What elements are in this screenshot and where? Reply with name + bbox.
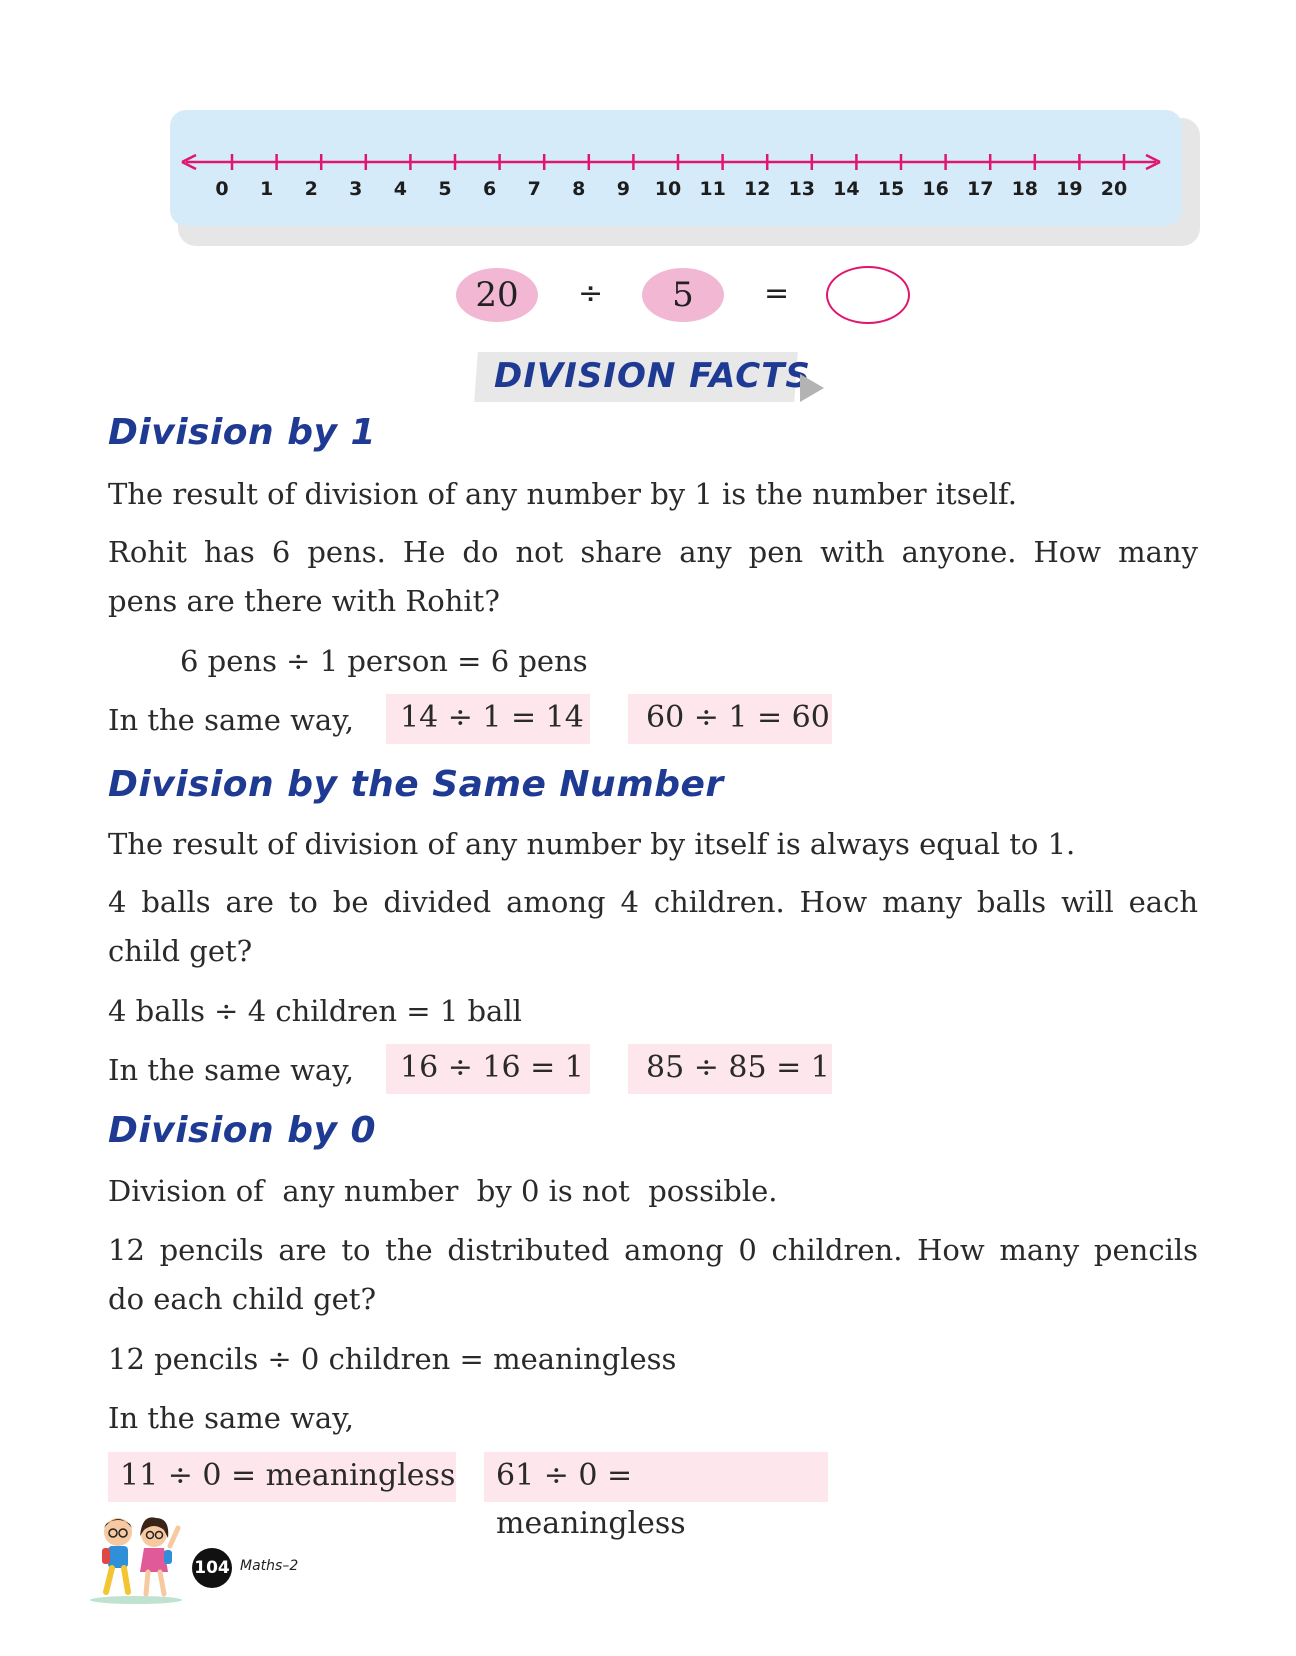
- section1-problem-line2: pens are there with Rohit?: [108, 584, 500, 618]
- number-line-tick-label: 9: [616, 178, 631, 200]
- section2-example-box-1: 16 ÷ 16 = 1: [386, 1044, 590, 1094]
- section-heading-division-by-1: Division by 1: [108, 412, 377, 453]
- number-line-tick-label: 11: [699, 178, 726, 200]
- number-line-tick-label: 3: [349, 178, 363, 200]
- section2-same-way: In the same way,: [108, 1053, 354, 1087]
- section1-example: 6 pens ÷ 1 person = 6 pens: [180, 644, 588, 678]
- section3-example-box-1: 11 ÷ 0 = meaningless: [108, 1452, 456, 1502]
- page-number-badge: 104: [192, 1548, 232, 1588]
- number-line-tick-label: 20: [1100, 178, 1128, 200]
- number-line-tick-label: 19: [1056, 178, 1083, 200]
- number-line-tick-label: 0: [215, 178, 229, 200]
- section3-problem-line2: do each child get?: [108, 1282, 377, 1316]
- section2-example-box-2: 85 ÷ 85 = 1: [628, 1044, 832, 1094]
- number-line-tick-label: 15: [877, 178, 905, 200]
- number-line-tick-label: 10: [654, 178, 682, 200]
- section3-example: 12 pencils ÷ 0 children = meaningless: [108, 1342, 677, 1376]
- section1-problem-line1: Rohit has 6 pens. He do not share any pen with anyone. How many: [108, 535, 1198, 569]
- answer-blank[interactable]: [826, 266, 910, 324]
- number-line-tick-label: 17: [966, 178, 994, 200]
- number-line-tick-label: 13: [788, 178, 816, 200]
- section3-example-box-2: 61 ÷ 0 = meaningless: [484, 1452, 828, 1502]
- divisor-pill: 5: [642, 268, 724, 322]
- section2-problem-line1: 4 balls are to be divided among 4 children. How many balls will each: [108, 885, 1198, 919]
- dividend-pill: 20: [456, 268, 538, 322]
- number-line-tick-label: 7: [527, 178, 541, 200]
- section1-example-box-2: 60 ÷ 1 = 60: [628, 694, 832, 744]
- number-line-tick-label: 8: [572, 178, 586, 200]
- number-line-tick-label: 5: [438, 178, 452, 200]
- section-heading-division-by-same-number: Division by the Same Number: [108, 764, 724, 805]
- section2-rule: The result of division of any number by itself is always equal to 1.: [108, 827, 1076, 861]
- number-line-tick-label: 6: [482, 178, 497, 200]
- section1-same-way: In the same way,: [108, 703, 354, 737]
- number-line-tick-label: 16: [922, 178, 949, 200]
- number-line-tick-label: 18: [1011, 178, 1039, 200]
- number-line: [170, 110, 1182, 226]
- section2-example: 4 balls ÷ 4 children = 1 ball: [108, 994, 522, 1028]
- section3-same-way: In the same way,: [108, 1401, 354, 1435]
- number-line-tick-label: 2: [304, 178, 318, 200]
- divide-sign: ÷: [578, 276, 604, 311]
- number-line-tick-label: 4: [393, 178, 408, 200]
- section3-rule: Division of any number by 0 is not possible.: [108, 1174, 778, 1208]
- banner-title: DIVISION FACTS: [494, 356, 811, 396]
- number-line-tick-label: 14: [833, 178, 860, 200]
- banner-arrow-icon: [800, 374, 824, 402]
- book-title: Maths–2: [240, 1558, 299, 1574]
- section3-problem-line1: 12 pencils are to the distributed among 0 children. How many pencils: [108, 1233, 1198, 1267]
- number-line-tick-label: 12: [743, 178, 771, 200]
- section1-rule: The result of division of any number by 1 is the number itself.: [108, 477, 1017, 511]
- kids-walking-icon: [86, 1510, 186, 1606]
- section2-problem-line2: child get?: [108, 934, 253, 968]
- section1-example-box-1: 14 ÷ 1 = 14: [386, 694, 590, 744]
- section-heading-division-by-0: Division by 0: [108, 1110, 377, 1151]
- equals-sign: =: [764, 276, 790, 311]
- number-line-tick-label: 1: [259, 178, 274, 200]
